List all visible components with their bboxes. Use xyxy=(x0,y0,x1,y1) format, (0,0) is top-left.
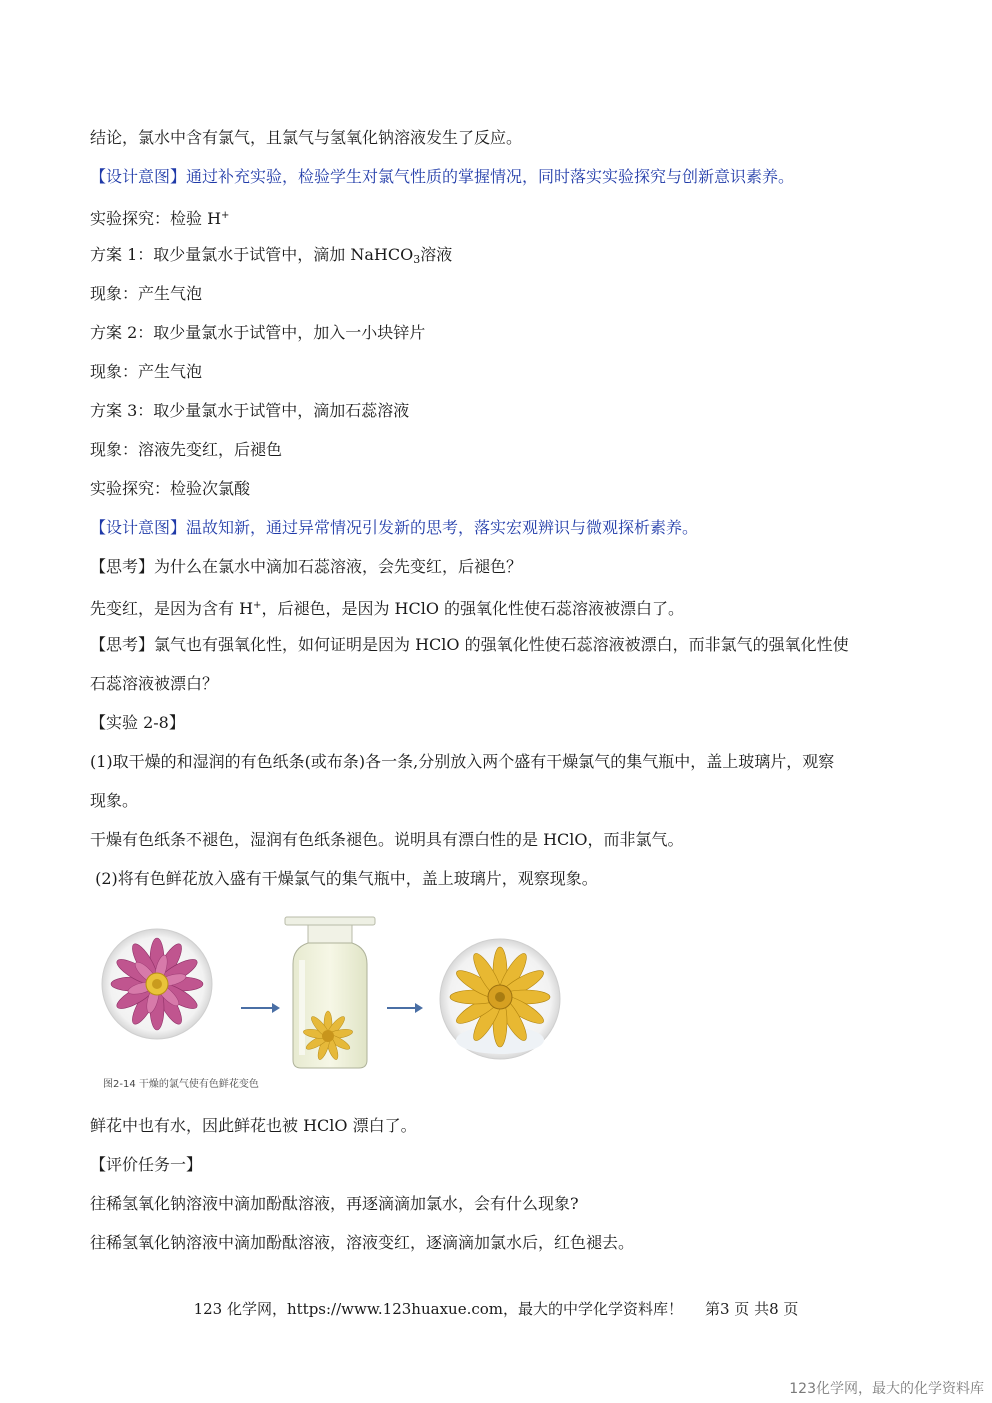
answer-1 xyxy=(90,596,910,619)
text-segment: 溶液 xyxy=(420,245,453,264)
text-segment: 先变红，是因为含有 H xyxy=(90,599,254,618)
result-1: 干燥有色纸条不褪色，湿润有色纸条褪色。说明具有漂白性的是 HClO，而非氯气。 xyxy=(90,830,684,849)
text-segment: ，后褪色，是因为 HClO 的强氧化性使石蕊溶液被漂白了。 xyxy=(261,599,685,618)
phenomenon-2: 现象：产生气泡 xyxy=(90,362,203,381)
experiment-hclo: 实验探究：检验次氯酸 xyxy=(90,479,251,498)
pink-flower-circle xyxy=(102,929,212,1039)
watermark: 123化学网，最大的化学资料库 xyxy=(789,1381,984,1397)
page-number: 第3 页 共8 页 xyxy=(705,1300,799,1318)
text-segment: 方案 1：取少量氯水于试管中，滴加 NaHCO xyxy=(90,245,414,264)
experiment-h-plus xyxy=(90,206,910,229)
think-1: 【思考】为什么在氯水中滴加石蕊溶液，会先变红，后褪色？ xyxy=(90,557,523,576)
step-1: (1)取干燥的和湿润的有色纸条(或布条)各一条,分别放入两个盛有干燥氯气的集气瓶中，盖上玻璃片，观察 xyxy=(90,752,835,771)
superscript: + xyxy=(221,210,230,221)
plan-3: 方案 3：取少量氯水于试管中，滴加石蕊溶液 xyxy=(90,401,410,420)
arrow-right-icon xyxy=(387,1003,423,1013)
conclusion-flower: 鲜花中也有水，因此鲜花也被 HClO 漂白了。 xyxy=(90,1116,417,1135)
phenomenon-1: 现象：产生气泡 xyxy=(90,284,203,303)
evaluation-task-title: 【评价任务一】 xyxy=(90,1155,203,1174)
figure-caption: 图2-14 干燥的氯气使有色鲜花变色 xyxy=(103,1079,259,1090)
evaluation-answer: 往稀氢氧化钠溶液中滴加酚酞溶液，溶液变红，逐滴滴加氯水后，红色褪去。 xyxy=(90,1233,635,1252)
page-footer xyxy=(0,1299,992,1319)
yellow-flower-circle xyxy=(440,939,560,1059)
plan-1 xyxy=(90,245,910,270)
evaluation-question: 往稀氢氧化钠溶液中滴加酚酞溶液，再逐滴滴加氯水，会有什么现象? xyxy=(90,1194,579,1213)
design-intent-2: 【设计意图】温故知新，通过异常情况引发新的思考，落实宏观辨识与微观探析素养。 xyxy=(90,518,699,537)
think-2: 【思考】氯气也有强氧化性，如何证明是因为 HClO 的强氧化性使石蕊溶液被漂白，而非氯气的强氧化性使 xyxy=(90,635,849,654)
flower-bleaching-figure xyxy=(96,912,576,1092)
subscript: 3 xyxy=(413,253,421,266)
gas-bottle xyxy=(285,917,375,1068)
phenomenon-3: 现象：溶液先变红，后褪色 xyxy=(90,440,283,459)
design-intent-1: 【设计意图】通过补充实验，检验学生对氯气性质的掌握情况，同时落实实验探究与创新意识素养。 xyxy=(90,167,795,186)
text-segment: 实验探究：检验 H xyxy=(90,209,222,228)
superscript: + xyxy=(253,600,262,611)
arrow-right-icon xyxy=(241,1003,280,1013)
step-1-cont: 现象。 xyxy=(90,791,139,810)
figure-illustration xyxy=(96,912,576,1092)
line-conclusion: 结论，氯水中含有氯气，且氯气与氢氧化钠溶液发生了反应。 xyxy=(90,128,523,147)
footer-text: 123 化学网，https://www.123huaxue.com，最大的中学化学资料库！ xyxy=(193,1300,683,1318)
experiment-2-8-title: 【实验 2-8】 xyxy=(90,713,185,732)
plan-2: 方案 2：取少量氯水于试管中，加入一小块锌片 xyxy=(90,323,426,342)
think-2-cont: 石蕊溶液被漂白？ xyxy=(90,674,219,693)
step-2: (2)将有色鲜花放入盛有干燥氯气的集气瓶中，盖上玻璃片，观察现象。 xyxy=(90,869,598,888)
